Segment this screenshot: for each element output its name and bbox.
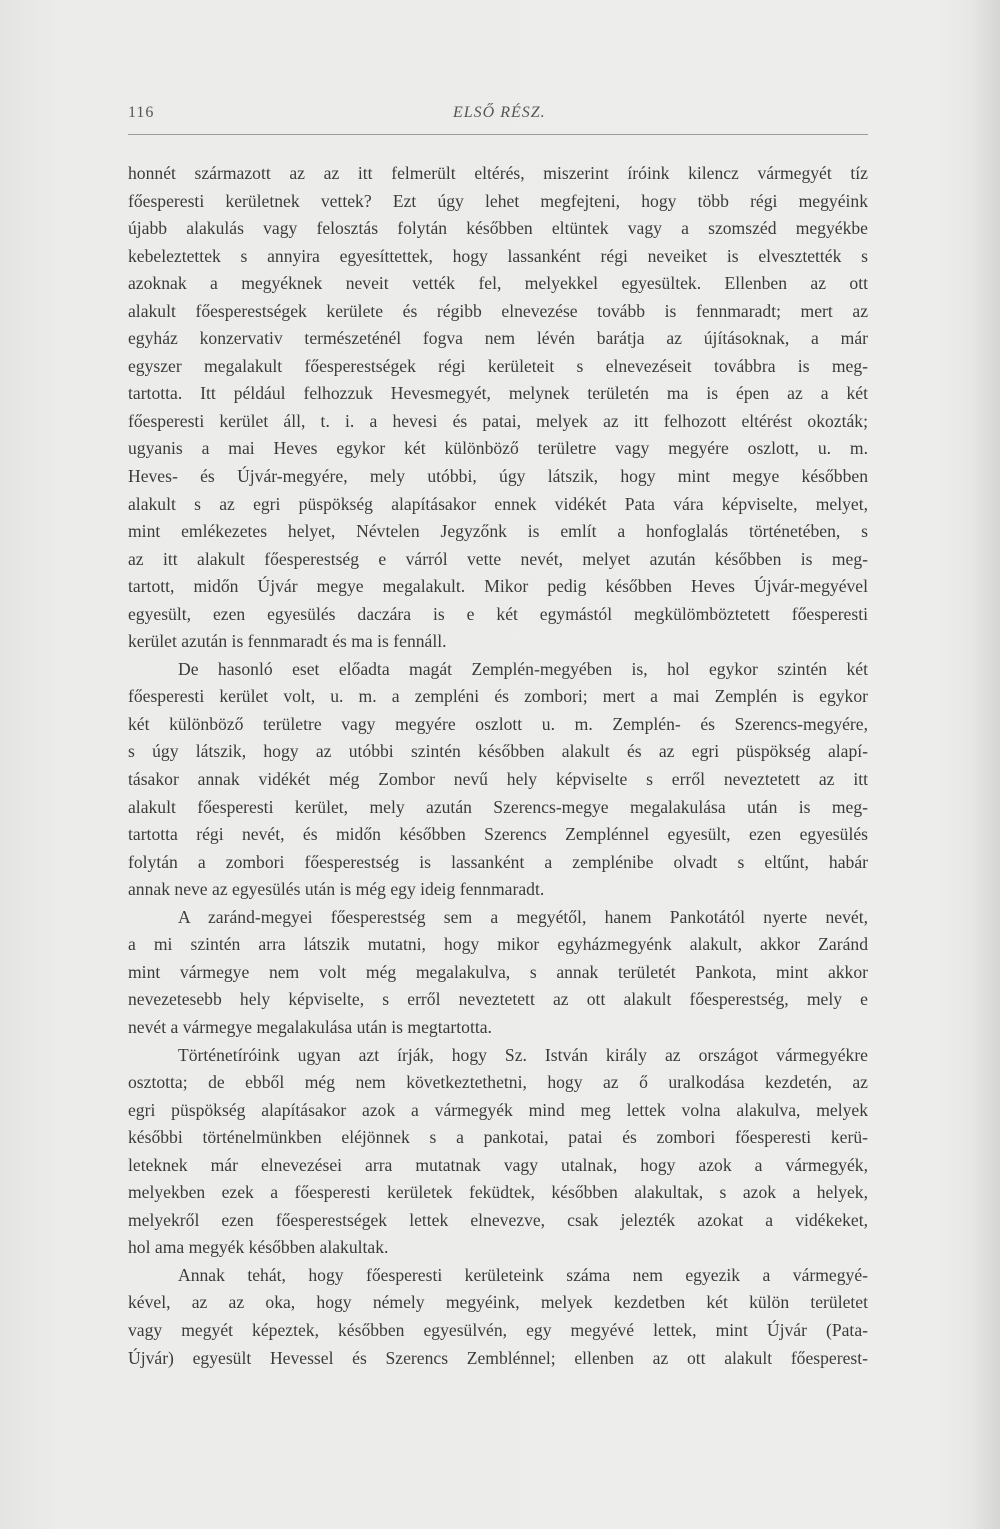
text-line: alakult főesperesti kerület, mely azután Szerencs-megye megalakulása után is meg-	[128, 796, 868, 817]
text-line: kebeleztettek s annyira egyesíttettek, hogy lassanként régi neveiket is elvesztették s	[128, 245, 868, 266]
text-line: újabb alakulás vagy felosztás folytán későbben eltüntek vagy a szomszéd megyékbe	[128, 218, 868, 239]
text-line: annak neve az egyesülés után is még egy ideig fennmaradt.	[128, 879, 545, 900]
text-line: folytán a zombori főesperestség is lassanként a zemplénibe olvadt s eltűnt, habár	[128, 851, 868, 872]
text-line: melyekről ezen főesperestségek lettek elnevezve, csak jelezték azokat a vidékeket,	[128, 1209, 868, 1230]
text-line: melyekben ezek a főesperesti kerületek feküdtek, későbben alakultak, s azok a helyek,	[128, 1182, 868, 1203]
text-line: vagy megyét képeztek, későbben egyesülvén, egy megyévé lettek, mint Újvár (Pata-	[128, 1319, 868, 1340]
text-line: későbbi történelmünkben eléjönnek s a pankotai, patai és zombori főesperesti kerü-	[128, 1127, 868, 1148]
text-line: osztotta; de ebből még nem következtethetni, hogy az ő uralkodása kezdetén, az	[128, 1072, 868, 1093]
page-header	[128, 100, 868, 135]
text-line: a mi szintén arra látszik mutatni, hogy mikor egyházmegyénk alakult, akkor Zaránd	[128, 934, 868, 955]
text-line: De hasonló eset előadta magát Zemplén-megyében is, hol egykor szintén két	[178, 658, 868, 679]
text-line: Újvár) egyesült Hevessel és Szerencs Zemblénnel; ellenben az ott alakult főesperest-	[128, 1347, 868, 1368]
text-line: két különböző területre vagy megyére oszlott u. m. Zemplén- és Szerencs-megyére,	[128, 713, 868, 734]
text-line: honnét származott az az itt felmerült eltérés, miszerint íróink kilencz vármegyét tíz	[128, 163, 868, 183]
body-text	[128, 160, 868, 1372]
text-line: s úgy látszik, hogy az utóbbi szintén későbben alakult és az egri püspökség alapí-	[128, 741, 868, 762]
text-line: alakult főesperestségek kerülete és régibb elnevezése tovább is fennmaradt; mert az	[128, 300, 868, 321]
text-line: tásakor annak vidékét még Zombor nevű hely képviselte s erről neveztetett az itt	[128, 769, 868, 790]
text-line: Heves- és Újvár-megyére, mely utóbbi, úgy látszik, hogy mint megye későbben	[128, 466, 868, 487]
text-line: A zaránd-megyei főesperestség sem a megyétől, hanem Pankotától nyerte nevét,	[178, 906, 868, 927]
text-line: nevezetesebb hely képviselte, s erről neveztetett az ott alakult főesperestség, mely e	[128, 989, 868, 1010]
text-line: egyesült, ezen egyesülés daczára is e két egymástól megkülömböztetett főesperesti	[128, 603, 868, 624]
text-line: Annak tehát, hogy főesperesti kerületeink száma nem egyezik a vármegyé-	[178, 1264, 868, 1285]
text-line: mint emlékezetes helyet, Névtelen Jegyzőnk is említ a honfoglalás történetében, s	[128, 521, 868, 542]
text-line: hol ama megyék későbben alakultak.	[128, 1237, 389, 1258]
text-line: egyház konzervativ természeténél fogva nem lévén barátja az újításoknak, a már	[128, 328, 868, 349]
text-line: azoknak a megyéknek neveit vették fel, melyekkel egyesültek. Ellenben az ott	[128, 273, 868, 294]
text-line: egyszer megalakult főesperestségek régi kerületeit s elnevezéseit továbbra is meg-	[128, 355, 868, 376]
text-line: főesperesti kerület volt, u. m. a zempléni és zombori; mert a mai Zemplén is egykor	[128, 686, 868, 707]
text-line: Történetíróink ugyan azt írják, hogy Sz. István király az országot vármegyékre	[178, 1044, 868, 1065]
text-line: ugyanis a mai Heves egykor két különböző területre vagy megyére oszlott, u. m.	[128, 438, 868, 459]
text-line: tartott, midőn Újvár megye megalakult. Mikor pedig későbben Heves Újvár-megyével	[128, 576, 868, 597]
text-line: nevét a vármegye megalakulása után is megtartotta.	[128, 1016, 492, 1037]
text-line: kével, az az oka, hogy némely megyéink, melyek kezdetben két külön területet	[128, 1292, 868, 1313]
text-line: tartotta. Itt például felhozzuk Hevesmegyét, melynek területén ma is épen az a két	[128, 383, 868, 404]
text-line: főesperesti kerület áll, t. i. a hevesi és patai, melyek az itt felhozott eltérést okozták;	[128, 410, 868, 431]
text-line: főesperesti kerületnek vettek? Ezt úgy lehet megfejteni, hogy több régi megyéink	[128, 190, 868, 211]
text-line: egri püspökség alapításakor azok a vármegyék mind meg lettek volna alakulva, melyek	[128, 1099, 868, 1120]
page-edge-shadow	[970, 0, 1000, 1529]
text-line: alakult s az egri püspökség alapításakor ennek vidékét Pata vára képviselte, melyet,	[128, 493, 868, 514]
text-line: kerület azután is fennmaradt és ma is fennáll.	[128, 631, 447, 652]
text-line: mint vármegye nem volt még megalakulva, s annak területét Pankota, mint akkor	[128, 961, 868, 982]
text-line: az itt alakult főesperestség e várról vette nevét, melyet azután későbben is meg-	[128, 548, 868, 569]
page-number: 116	[128, 104, 155, 121]
running-head: ELSŐ RÉSZ.	[453, 104, 546, 121]
text-line: tartotta régi nevét, és midőn későbben Szerencs Zemplénnel egyesült, ezen egyesülés	[128, 824, 868, 845]
text-line: leteknek már elnevezései arra mutatnak vagy utalnak, hogy azok a vármegyék,	[128, 1154, 868, 1175]
